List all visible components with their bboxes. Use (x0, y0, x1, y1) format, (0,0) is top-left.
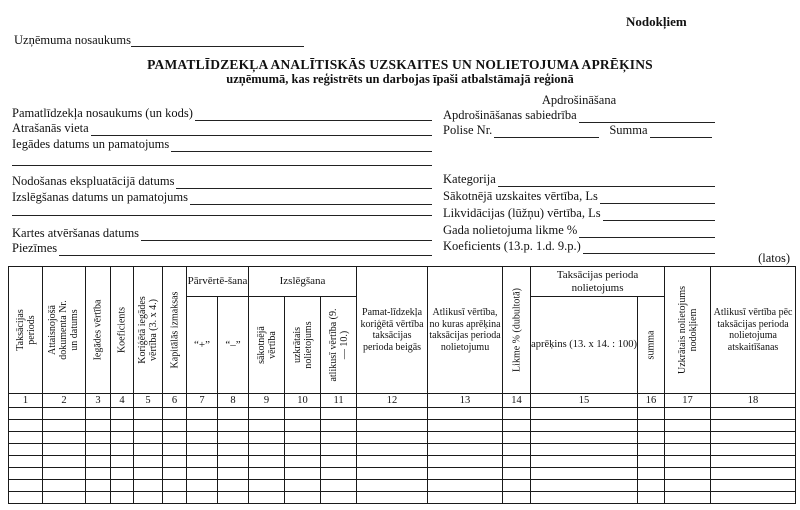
col-number: 8 (218, 394, 249, 408)
col-header-capital-costs: Kapitālās izmaksas (163, 267, 187, 394)
group-header-revaluation: Pārvērtē-šana (187, 267, 249, 297)
empty-cell (43, 468, 86, 480)
col-number: 15 (531, 394, 638, 408)
empty-cell (321, 444, 357, 456)
col-header-adjusted-acquisition: Koriģētā iegādes vērtība (3. x 4.) (134, 267, 163, 394)
empty-cell (249, 432, 285, 444)
empty-cell (43, 456, 86, 468)
empty-cell (187, 480, 218, 492)
col-number: 3 (86, 394, 111, 408)
empty-cell (531, 492, 638, 504)
empty-cell (428, 456, 503, 468)
empty-cell (357, 432, 428, 444)
column-number-row (9, 394, 796, 408)
table-row (9, 468, 796, 480)
empty-cell (503, 432, 531, 444)
table-row (9, 420, 796, 432)
empty-cell (218, 468, 249, 480)
acquisition-field (12, 137, 432, 152)
empty-cell (285, 492, 321, 504)
empty-cell (321, 492, 357, 504)
empty-cell (163, 480, 187, 492)
empty-cell (665, 456, 711, 468)
col-number: 9 (249, 394, 285, 408)
empty-cell (665, 480, 711, 492)
empty-cell (111, 408, 134, 420)
coefficient-field (443, 239, 715, 254)
empty-cell (428, 492, 503, 504)
col-header-sum: summa (638, 297, 665, 394)
liquidation-value-blank (603, 207, 715, 221)
location-field (12, 121, 432, 136)
empty-cell (111, 492, 134, 504)
empty-cell (187, 432, 218, 444)
category-field (443, 172, 715, 187)
form-title: PAMATLĪDZEKĻA ANALĪTISKĀS UZSKAITES UN NOLIETOJUMA APRĒĶINS (147, 57, 653, 72)
empty-cell (86, 480, 111, 492)
empty-cell (711, 408, 796, 420)
empty-cell (531, 480, 638, 492)
empty-cell (9, 480, 43, 492)
empty-cell (531, 420, 638, 432)
empty-cell (249, 492, 285, 504)
empty-cell (428, 468, 503, 480)
empty-cell (111, 480, 134, 492)
empty-cell (285, 444, 321, 456)
commissioning-label: Nodošanas ekspluatācijā datums (12, 174, 175, 188)
empty-cell (86, 456, 111, 468)
form-subtitle: uzņēmumā, kas reģistrēts un darbojas īpaši atbalstāmajā reģionā (226, 72, 574, 86)
empty-cell (86, 444, 111, 456)
empty-cell (428, 420, 503, 432)
empty-cell (357, 456, 428, 468)
empty-cell (503, 468, 531, 480)
category-blank (498, 173, 715, 187)
company-name-field (14, 33, 304, 48)
empty-cell (638, 480, 665, 492)
col-header-calculation: aprēķins (13. x 14. : 100) (531, 297, 638, 394)
col-header-exclusion-residual: atlikusī vērtība (9. — 10.) (321, 297, 357, 394)
empty-cell (43, 444, 86, 456)
empty-cell (86, 432, 111, 444)
empty-cell (711, 456, 796, 468)
empty-cell (9, 420, 43, 432)
empty-cell (285, 456, 321, 468)
empty-cell (711, 432, 796, 444)
col-header-exclusion-accumulated: uzkrātais nolietojums (285, 297, 321, 394)
empty-cell (285, 432, 321, 444)
table-row (9, 444, 796, 456)
empty-cell (134, 456, 163, 468)
empty-cell (43, 408, 86, 420)
col-header-adjusted-value-end: Pamat-līdzekļa koriģētā vērtība taksācijas perioda beigās (357, 267, 428, 394)
col-header-document: Attaisnojošā dokumenta Nr. un datums (43, 267, 86, 394)
card-opened-field (12, 226, 432, 241)
asset-name-field (12, 106, 432, 121)
table-row (9, 456, 796, 468)
col-number: 13 (428, 394, 503, 408)
empty-cell (9, 492, 43, 504)
col-header-tax-period: Taksācijas periods (9, 267, 43, 394)
col-header-revaluation-plus: “+” (187, 297, 218, 394)
empty-cell (9, 444, 43, 456)
empty-cell (134, 420, 163, 432)
notes-blank (59, 242, 432, 256)
empty-cell (111, 456, 134, 468)
empty-cell (111, 468, 134, 480)
empty-cell (711, 468, 796, 480)
empty-cell (111, 444, 134, 456)
col-header-residual-for-calc: Atlikusī vērtība, no kuras aprēķina taksācijas perioda nolietojumu (428, 267, 503, 394)
empty-cell (9, 468, 43, 480)
liquidation-value-label: Likvidācijas (lūžņu) vērtība, Ls (443, 206, 601, 220)
table-row (9, 408, 796, 420)
acquisition-blank (171, 138, 432, 152)
empty-cell (187, 408, 218, 420)
empty-cell (711, 492, 796, 504)
empty-cell (134, 468, 163, 480)
col-header-exclusion-initial: sākotnējā vērtība (249, 297, 285, 394)
form-table (8, 266, 796, 504)
annual-rate-blank (579, 224, 715, 238)
empty-cell (134, 492, 163, 504)
empty-cell (665, 432, 711, 444)
sum-blank (650, 124, 712, 138)
empty-cell (43, 480, 86, 492)
coefficient-label: Koeficients (13.p. 1.d. 9.p.) (443, 239, 581, 253)
notes-label: Piezīmes (12, 241, 58, 255)
empty-cell (321, 420, 357, 432)
empty-cell (134, 408, 163, 420)
category-label: Kategorija (443, 172, 496, 186)
empty-cell (321, 456, 357, 468)
empty-cell (321, 468, 357, 480)
empty-cell (218, 432, 249, 444)
annual-rate-label: Gada nolietojuma likme % (443, 223, 578, 237)
empty-cell (665, 468, 711, 480)
group-header-period-depreciation: Taksācijas perioda nolietojums (531, 267, 665, 297)
annual-rate-field (443, 223, 715, 238)
empty-cell (249, 420, 285, 432)
empty-cell (531, 468, 638, 480)
empty-cell (638, 492, 665, 504)
empty-cell (357, 408, 428, 420)
empty-cell (9, 432, 43, 444)
group-header-exclusion: Izslēgšana (249, 267, 357, 297)
empty-cell (163, 492, 187, 504)
insurance-company-label: Apdrošināšanas sabiedrība (443, 108, 577, 122)
company-name-label: Uzņēmuma nosaukums (14, 33, 131, 47)
initial-value-blank (600, 190, 715, 204)
col-header-residual-after: Atlikusī vērtība pēc taksācijas perioda nolietojuma atskaitīšanas (711, 267, 796, 394)
liquidation-value-field (443, 206, 715, 221)
card-opened-label: Kartes atvēršanas datums (12, 226, 140, 240)
col-number: 1 (9, 394, 43, 408)
empty-cell (134, 432, 163, 444)
location-label: Atrašanās vieta (12, 121, 89, 135)
empty-cell (218, 480, 249, 492)
empty-cell (357, 420, 428, 432)
currency-note: (latos) (758, 251, 790, 265)
empty-cell (134, 444, 163, 456)
empty-cell (163, 456, 187, 468)
empty-data-rows (9, 408, 796, 504)
empty-cell (249, 456, 285, 468)
sum-label: Summa (609, 123, 648, 137)
col-header-coefficient: Koeficients (111, 267, 134, 394)
table-row (9, 432, 796, 444)
empty-cell (187, 492, 218, 504)
empty-cell (638, 408, 665, 420)
empty-cell (503, 492, 531, 504)
empty-cell (665, 408, 711, 420)
col-number: 10 (285, 394, 321, 408)
empty-cell (503, 444, 531, 456)
empty-cell (9, 456, 43, 468)
table-row (9, 480, 796, 492)
empty-cell (638, 420, 665, 432)
empty-cell (531, 408, 638, 420)
empty-cell (285, 480, 321, 492)
empty-cell (357, 468, 428, 480)
empty-cell (134, 480, 163, 492)
empty-cell (503, 456, 531, 468)
empty-cell (531, 444, 638, 456)
empty-cell (638, 456, 665, 468)
empty-cell (218, 456, 249, 468)
col-header-revaluation-minus: “–” (218, 297, 249, 394)
policy-no-blank (494, 124, 599, 138)
empty-cell (163, 408, 187, 420)
col-number: 7 (187, 394, 218, 408)
col-number: 2 (43, 394, 86, 408)
empty-cell (43, 420, 86, 432)
empty-cell (9, 408, 43, 420)
empty-cell (218, 408, 249, 420)
empty-cell (285, 408, 321, 420)
table-row (9, 492, 796, 504)
empty-cell (187, 456, 218, 468)
empty-cell (638, 444, 665, 456)
col-number: 6 (163, 394, 187, 408)
empty-cell (163, 432, 187, 444)
empty-cell (531, 432, 638, 444)
corner-note: Nodokļiem (626, 14, 687, 29)
card-opened-blank (141, 227, 432, 241)
empty-cell (86, 420, 111, 432)
empty-cell (163, 468, 187, 480)
empty-cell (711, 480, 796, 492)
empty-cell (249, 468, 285, 480)
empty-cell (218, 492, 249, 504)
acquisition-continuation-line (12, 152, 432, 166)
acquisition-label: Iegādes datums un pamatojums (12, 137, 170, 151)
empty-cell (428, 480, 503, 492)
empty-cell (665, 420, 711, 432)
empty-cell (43, 432, 86, 444)
empty-cell (218, 420, 249, 432)
exclusion-label: Izslēgšanas datums un pamatojums (12, 190, 189, 204)
empty-cell (638, 432, 665, 444)
empty-cell (163, 420, 187, 432)
company-name-blank (131, 33, 304, 47)
empty-cell (321, 408, 357, 420)
empty-cell (711, 444, 796, 456)
col-number: 14 (503, 394, 531, 408)
empty-cell (638, 468, 665, 480)
empty-cell (43, 492, 86, 504)
asset-name-label: Pamatlīdzekļa nosaukums (un kods) (12, 106, 193, 120)
col-header-rate-doubled: Likme % (dubultotā) (503, 267, 531, 394)
empty-cell (86, 468, 111, 480)
col-number: 5 (134, 394, 163, 408)
empty-cell (249, 480, 285, 492)
empty-cell (503, 408, 531, 420)
empty-cell (285, 420, 321, 432)
exclusion-continuation-line (12, 202, 432, 216)
col-number: 4 (111, 394, 134, 408)
insurance-company-field (443, 108, 715, 123)
notes-field (12, 241, 432, 256)
col-header-accumulated-depreciation: Uzkrātais nolietojums nodokļiem (665, 267, 711, 394)
col-number: 18 (711, 394, 796, 408)
empty-cell (428, 408, 503, 420)
empty-cell (285, 468, 321, 480)
empty-cell (531, 456, 638, 468)
empty-cell (249, 444, 285, 456)
empty-cell (665, 492, 711, 504)
empty-cell (428, 432, 503, 444)
empty-cell (187, 420, 218, 432)
location-blank (91, 122, 432, 136)
insurance-heading: Apdrošināšana (541, 93, 617, 107)
empty-cell (111, 432, 134, 444)
commissioning-blank (176, 175, 432, 189)
empty-cell (249, 408, 285, 420)
empty-cell (111, 420, 134, 432)
empty-cell (428, 444, 503, 456)
empty-cell (187, 444, 218, 456)
initial-value-label: Sākotnējā uzskaites vērtība, Ls (443, 189, 598, 203)
insurance-company-blank (579, 109, 715, 123)
empty-cell (163, 444, 187, 456)
asset-name-blank (195, 107, 432, 121)
empty-cell (218, 444, 249, 456)
col-number: 11 (321, 394, 357, 408)
policy-sum-field (443, 123, 715, 138)
empty-cell (187, 468, 218, 480)
policy-no-label: Polise Nr. (443, 123, 493, 137)
commissioning-field (12, 174, 432, 189)
col-number: 17 (665, 394, 711, 408)
empty-cell (86, 408, 111, 420)
empty-cell (503, 420, 531, 432)
empty-cell (357, 444, 428, 456)
empty-cell (321, 432, 357, 444)
col-header-acquisition-value: Iegādes vērtība (86, 267, 111, 394)
empty-cell (357, 492, 428, 504)
empty-cell (357, 480, 428, 492)
col-number: 16 (638, 394, 665, 408)
empty-cell (321, 480, 357, 492)
col-number: 12 (357, 394, 428, 408)
empty-cell (86, 492, 111, 504)
empty-cell (665, 444, 711, 456)
initial-value-field (443, 189, 715, 204)
empty-cell (711, 420, 796, 432)
empty-cell (503, 480, 531, 492)
